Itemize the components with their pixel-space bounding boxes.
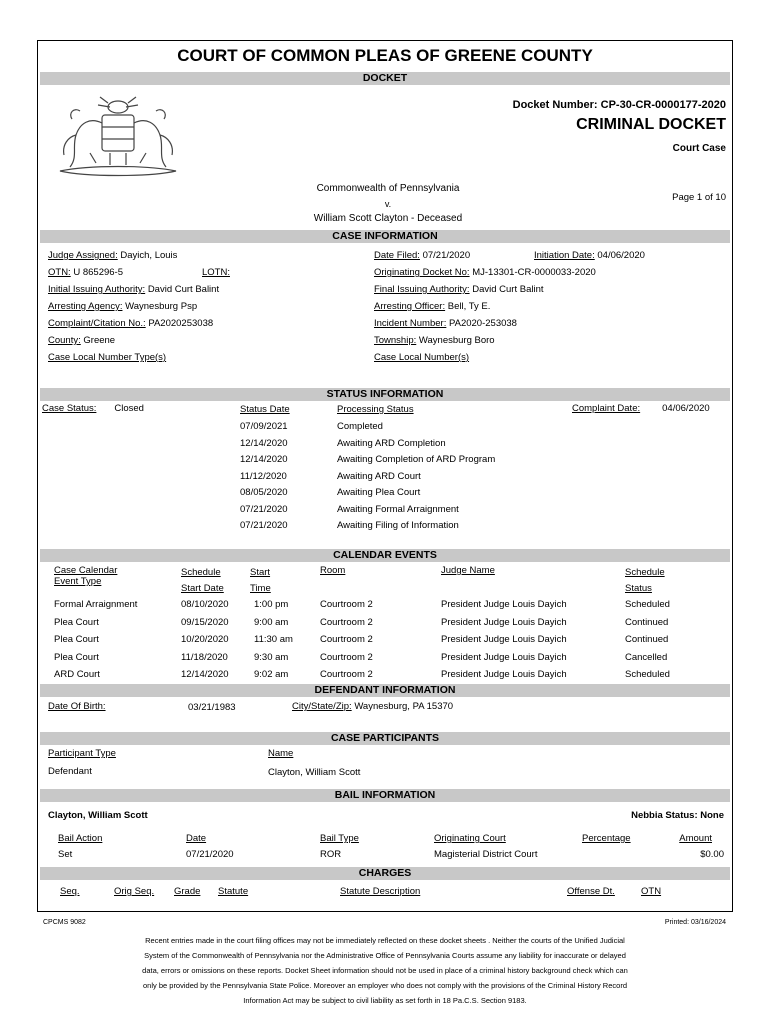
calendar-event-cell: Plea Court xyxy=(54,651,99,663)
amount-value: $0.00 xyxy=(700,849,724,860)
charge-statute-header: Statute xyxy=(218,886,249,897)
calendar-time-cell: 1:00 pm xyxy=(254,599,289,610)
calendar-judge-cell: President Judge Louis Dayich xyxy=(441,599,567,610)
calendar-time-cell: 11:30 am xyxy=(254,634,293,645)
calendar-judge-header: Judge Name xyxy=(441,565,495,576)
percentage-header: Percentage xyxy=(582,833,631,844)
calendar-time-cell: 9:00 am xyxy=(254,616,289,628)
charge-description-header: Statute Description xyxy=(340,886,421,897)
nebbia-status: Nebbia Status: None xyxy=(631,810,724,821)
final-issuing-authority: Final Issuing Authority: David Curt Balint xyxy=(374,284,544,295)
calendar-time-cell: 9:30 am xyxy=(254,651,289,663)
date-of-birth-label: Date Of Birth: xyxy=(48,701,106,712)
calendar-status-cell: Continued xyxy=(625,616,669,628)
charge-seq-header: Seq. xyxy=(60,886,80,897)
originating-court-header: Originating Court xyxy=(434,833,506,844)
calendar-status-cell: Continued xyxy=(625,634,669,645)
pennsylvania-coat-of-arms-icon xyxy=(50,93,186,179)
incident-number: Incident Number: PA2020-253038 xyxy=(374,318,517,329)
county: County: Greene xyxy=(48,335,116,346)
processing-status-header: Processing Status xyxy=(337,404,414,415)
caption-line1: Commonwealth of Pennsylvania xyxy=(316,183,460,194)
status-date-cell: 07/21/2020 xyxy=(240,520,288,531)
processing-status-cell: Completed xyxy=(337,421,383,432)
bail-information-bar: BAIL INFORMATION xyxy=(40,789,730,802)
charge-offense-date-header: Offense Dt. xyxy=(567,886,615,897)
participant-name-value: Clayton, William Scott xyxy=(268,767,361,778)
originating-docket: Originating Docket No: MJ-13301-CR-0000033-2020 xyxy=(374,267,596,278)
case-local-numbers: Case Local Number(s) xyxy=(374,352,470,363)
calendar-status-cell: Scheduled xyxy=(625,669,670,680)
defendant-information-bar: DEFENDANT INFORMATION xyxy=(40,684,730,697)
date-filed: Date Filed: 07/21/2020 xyxy=(374,250,471,261)
status-date-cell: 07/09/2021 xyxy=(240,421,288,432)
docket-type: CRIMINAL DOCKET xyxy=(576,116,726,133)
status-date-cell: 11/12/2020 xyxy=(240,470,287,482)
calendar-event-cell: Plea Court xyxy=(54,634,99,645)
calendar-room-header: Room xyxy=(320,565,346,576)
calendar-room-cell: Courtroom 2 xyxy=(320,599,373,610)
disclaimer-line-5: Information Act may be subject to civil liability as set forth in 18 Pa.C.S. Section 9183. xyxy=(243,996,527,1005)
bail-person: Clayton, William Scott xyxy=(48,810,148,821)
charge-orig-seq-header: Orig Seq. xyxy=(114,886,155,897)
disclaimer-line-2: System of the Commonwealth of Pennsylvania nor the Administrative Office of Pennsylvania Courts assume any liability for inaccurate or delayed xyxy=(144,951,626,960)
calendar-room-cell: Courtroom 2 xyxy=(320,616,373,628)
docket-bar: DOCKET xyxy=(40,72,730,85)
calendar-event-cell: Formal Arraignment xyxy=(54,599,138,610)
caption-line3: William Scott Clayton - Deceased xyxy=(313,213,463,224)
bail-date-header: Date xyxy=(186,833,207,844)
city-state-zip: City/State/Zip: Waynesburg, PA 15370 xyxy=(292,701,454,712)
processing-status-cell: Awaiting ARD Completion xyxy=(337,437,446,449)
complaint-citation: Complaint/Citation No.: PA2020253038 xyxy=(48,318,214,329)
bail-type-value: ROR xyxy=(320,849,342,860)
case-local-number-types: Case Local Number Type(s) xyxy=(48,352,167,363)
calendar-event-cell: ARD Court xyxy=(54,669,100,680)
calendar-time-cell: 9:02 am xyxy=(254,669,289,680)
case-kind: Court Case xyxy=(672,143,726,154)
calendar-event-header: Case Calendar Event Type xyxy=(54,565,118,587)
calendar-room-cell: Courtroom 2 xyxy=(320,669,373,680)
calendar-status-cell: Scheduled xyxy=(625,599,670,610)
disclaimer-line-1: Recent entries made in the court filing offices may not be immediately reflected on these docket sheets . Neither the courts of the Unified Judicial xyxy=(145,936,625,945)
calendar-judge-cell: President Judge Louis Dayich xyxy=(441,669,567,680)
calendar-date-cell: 08/10/2020 xyxy=(181,599,229,610)
amount-header: Amount xyxy=(679,833,712,844)
calendar-status-header: Schedule Status xyxy=(625,567,665,594)
status-information-bar: STATUS INFORMATION xyxy=(40,388,730,401)
docket-number: Docket Number: CP-30-CR-0000177-2020 xyxy=(512,99,726,111)
calendar-room-cell: Courtroom 2 xyxy=(320,651,373,663)
initial-issuing-authority: Initial Issuing Authority: David Curt Balint xyxy=(48,284,220,295)
disclaimer-line-4: only be provided by the Pennsylvania State Police. Moreover an employer who does not comply with the provisions of the Criminal History Record xyxy=(143,981,627,990)
case-information-bar: CASE INFORMATION xyxy=(40,230,730,243)
calendar-judge-cell: President Judge Louis Dayich xyxy=(441,634,567,645)
bail-type-header: Bail Type xyxy=(320,833,359,844)
case-status: Case Status: Closed xyxy=(42,403,144,414)
bail-action-header: Bail Action xyxy=(58,833,103,844)
date-of-birth-value: 03/21/1983 xyxy=(188,702,236,713)
status-date-cell: 08/05/2020 xyxy=(240,487,288,498)
charge-otn-header: OTN xyxy=(641,886,662,897)
processing-status-cell: Awaiting Filing of Information xyxy=(337,520,459,531)
bail-action-value: Set xyxy=(58,849,73,860)
calendar-status-cell: Cancelled xyxy=(625,651,668,663)
processing-status-cell: Awaiting ARD Court xyxy=(337,470,421,482)
arresting-agency: Arresting Agency: Waynesburg Psp xyxy=(48,301,198,312)
docket-page xyxy=(37,40,733,912)
status-date-cell: 07/21/2020 xyxy=(240,503,288,515)
calendar-judge-cell: President Judge Louis Dayich xyxy=(441,651,567,663)
page-number: Page 1 of 10 xyxy=(672,192,726,203)
judge-assigned: Judge Assigned: Dayich, Louis xyxy=(48,250,178,261)
processing-status-cell: Awaiting Formal Arraignment xyxy=(337,503,459,515)
status-date-header: Status Date xyxy=(240,404,290,415)
calendar-date-cell: 10/20/2020 xyxy=(181,634,229,645)
calendar-date-cell: 12/14/2020 xyxy=(181,669,229,680)
bail-date-value: 07/21/2020 xyxy=(186,849,234,860)
arresting-officer: Arresting Officer: Bell, Ty E. xyxy=(374,301,491,312)
calendar-date-header: Schedule Start Date xyxy=(181,567,224,594)
calendar-events-bar: CALENDAR EVENTS xyxy=(40,549,730,562)
form-id: CPCMS 9082 xyxy=(43,919,86,926)
calendar-date-cell: 11/18/2020 xyxy=(181,651,228,663)
calendar-time-header: Start Time xyxy=(250,567,271,594)
lotn: LOTN: xyxy=(202,267,230,278)
case-participants-bar: CASE PARTICIPANTS xyxy=(40,732,730,745)
status-date-cell: 12/14/2020 xyxy=(240,437,288,449)
originating-court-value: Magisterial District Court xyxy=(434,849,538,860)
calendar-date-cell: 09/15/2020 xyxy=(181,616,229,628)
printed-date: Printed: 03/16/2024 xyxy=(664,919,726,926)
disclaimer-line-3: data, errors or omissions on these reports. Docket Sheet information should not be used in place of a criminal history background check which can xyxy=(142,966,628,975)
charge-grade-header: Grade xyxy=(174,886,201,897)
initiation-date: Initiation Date: 04/06/2020 xyxy=(534,250,645,261)
calendar-judge-cell: President Judge Louis Dayich xyxy=(441,616,567,628)
caption-line2: v. xyxy=(384,199,392,209)
otn: OTN: U 865296-5 xyxy=(48,267,123,278)
processing-status-cell: Awaiting Plea Court xyxy=(337,487,421,498)
participant-type-value: Defendant xyxy=(48,766,92,777)
status-date-cell: 12/14/2020 xyxy=(240,454,288,465)
processing-status-cell: Awaiting Completion of ARD Program xyxy=(337,454,496,465)
calendar-event-cell: Plea Court xyxy=(54,616,99,628)
complaint-date: Complaint Date: 04/06/2020 xyxy=(572,403,710,414)
participant-name-header: Name xyxy=(268,748,294,759)
calendar-room-cell: Courtroom 2 xyxy=(320,634,373,645)
court-title: COURT OF COMMON PLEAS OF GREENE COUNTY xyxy=(177,46,593,65)
township: Township: Waynesburg Boro xyxy=(374,335,495,346)
charges-bar: CHARGES xyxy=(40,867,730,880)
participant-type-header: Participant Type xyxy=(48,748,116,759)
